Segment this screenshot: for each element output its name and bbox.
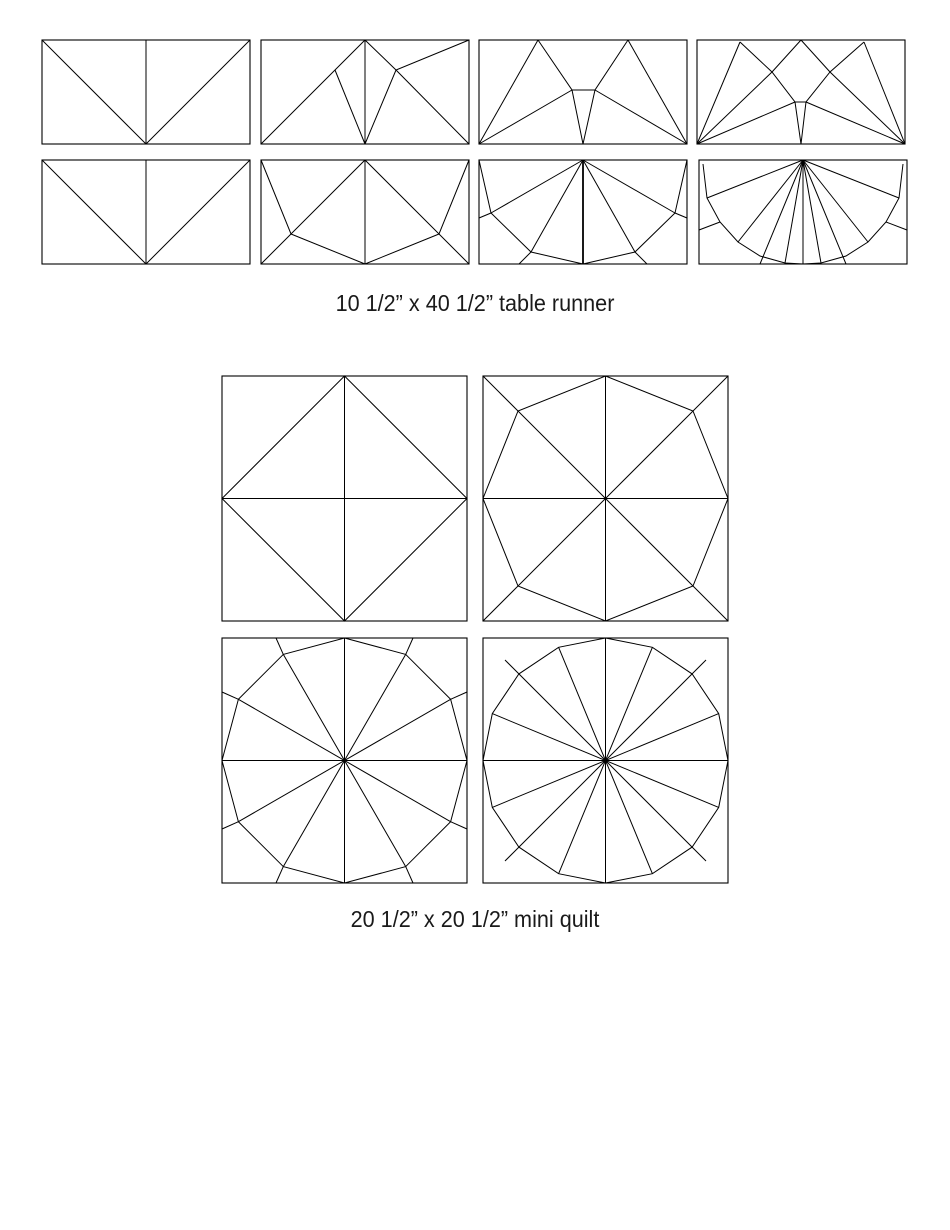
mini-quilt-block [483, 638, 728, 883]
table-runner-group [42, 40, 907, 264]
runner-block [479, 160, 687, 264]
table-runner-caption: 10 1/2” x 40 1/2” table runner [335, 290, 615, 316]
mini-quilt-block [222, 376, 467, 621]
runner-block [42, 40, 250, 144]
runner-block [261, 160, 469, 264]
runner-block [479, 40, 687, 144]
mini-quilt-group [222, 376, 728, 883]
runner-block [699, 160, 907, 264]
mini-quilt-block [222, 638, 467, 883]
mini-quilt-caption: 20 1/2” x 20 1/2” mini quilt [350, 906, 600, 932]
runner-block [261, 40, 469, 144]
mini-quilt-block [483, 376, 728, 621]
runner-block [42, 160, 250, 264]
runner-block [697, 40, 905, 144]
